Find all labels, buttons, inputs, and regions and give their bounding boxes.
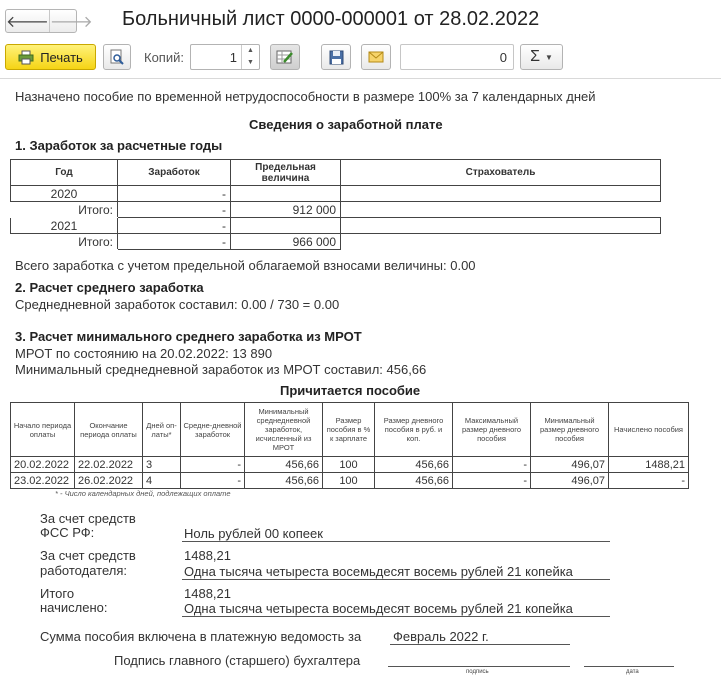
- date-caption: дата: [626, 669, 639, 675]
- end-cell: 26.02.2022: [75, 473, 143, 489]
- sigma-icon: Σ: [530, 48, 540, 65]
- total-earnings-text: Всего заработка с учетом предельной облагаемой взносами величины: 0.00: [15, 258, 476, 273]
- col-insurer: Страхователь: [341, 160, 661, 186]
- col-min-daily: Минимальный размер дневного пособия: [531, 403, 609, 457]
- earnings-cell: -: [118, 186, 231, 202]
- chevron-down-icon: ▼: [544, 52, 553, 62]
- insurer-cell: [341, 202, 661, 218]
- print-label: Печать: [40, 49, 83, 65]
- max-daily-cell: -: [453, 457, 531, 473]
- accrued-cell: 1488,21: [609, 457, 689, 473]
- percent-cell: 100: [323, 473, 375, 489]
- col-earnings: Заработок: [118, 160, 231, 186]
- col-avg-daily: Средне-дневной заработок: [181, 403, 245, 457]
- section-3-line-2: Минимальный среднедневной заработок из МРОТ составил: 456,66: [15, 362, 427, 377]
- section-2-text: Среднедневной заработок составил: 0.00 / 730 = 0.00: [15, 297, 340, 312]
- total-label-1: Итого: [40, 586, 75, 601]
- chevron-down-icon[interactable]: ▼: [247, 59, 254, 66]
- accrued-cell: -: [609, 473, 689, 489]
- limit-cell: 912 000: [231, 202, 341, 218]
- arrow-left-icon: 🡐: [6, 13, 49, 31]
- percent-cell: 100: [323, 457, 375, 473]
- nav-group: [5, 9, 93, 33]
- employer-label-1: За счет средств: [40, 548, 136, 563]
- col-accrued: Начислено пособия: [609, 403, 689, 457]
- min-daily-cell: 496,07: [531, 457, 609, 473]
- save-button[interactable]: [321, 44, 351, 70]
- copies-stepper[interactable]: [241, 45, 259, 69]
- year-cell: 2020: [11, 186, 118, 202]
- col-year: Год: [11, 160, 118, 186]
- employer-label-2: работодателя:: [40, 563, 127, 578]
- employer-amount-words: Одна тысяча четыреста восемьдесят восемь рублей 21 копейка: [184, 564, 573, 579]
- date-line: [584, 666, 674, 667]
- col-days: Дней оп-латы*: [143, 403, 181, 457]
- fss-underline: [182, 541, 610, 542]
- mail-icon: [368, 51, 384, 63]
- payroll-underline: [390, 644, 570, 645]
- print-button[interactable]: [5, 44, 96, 70]
- table-row: [11, 234, 661, 250]
- signature-line: [388, 666, 570, 667]
- spreadsheet-document: [0, 78, 721, 690]
- max-daily-cell: -: [453, 473, 531, 489]
- days-cell: 4: [143, 473, 181, 489]
- back-button[interactable]: [6, 10, 49, 32]
- fss-label-1: За счет средств: [40, 511, 136, 526]
- total-amount-words: Одна тысяча четыреста восемьдесят восемь рублей 21 копейка: [184, 601, 573, 616]
- avg-daily-cell: -: [181, 457, 245, 473]
- total-label-cell: Итого:: [11, 234, 118, 250]
- sum-mode-button[interactable]: [520, 44, 563, 70]
- table-row: [11, 457, 689, 473]
- total-amount: 1488,21: [184, 586, 231, 601]
- save-icon: [329, 50, 344, 65]
- days-cell: 3: [143, 457, 181, 473]
- benefit-footnote: * - Число календарных дней, подлежащих оплате: [55, 489, 231, 498]
- employer-amount: 1488,21: [184, 548, 231, 563]
- table-row: [11, 202, 661, 218]
- col-period-end: Окончание периода оплаты: [75, 403, 143, 457]
- table-row: [11, 186, 661, 202]
- min-avg-cell: 456,66: [245, 473, 323, 489]
- earnings-cell: -: [118, 234, 231, 250]
- preview-icon: [109, 49, 125, 65]
- end-cell: 22.02.2022: [75, 457, 143, 473]
- min-daily-cell: 496,07: [531, 473, 609, 489]
- edit-icon: [276, 49, 294, 65]
- arrow-right-icon: 🡒: [49, 13, 93, 31]
- intro-text: Назначено пособие по временной нетрудоспособности в размере 100% за 7 календарных дней: [15, 89, 596, 104]
- start-cell: 20.02.2022: [11, 457, 75, 473]
- section-title: Сведения о заработной плате: [249, 117, 443, 132]
- chevron-up-icon[interactable]: ▲: [247, 47, 254, 54]
- toolbar: [0, 42, 721, 74]
- section-2-title: 2. Расчет среднего заработка: [15, 280, 204, 295]
- avg-daily-cell: -: [181, 473, 245, 489]
- copies-value: 1: [229, 50, 237, 65]
- insurer-cell: [341, 186, 661, 202]
- insurer-cell: [341, 234, 661, 250]
- edit-button[interactable]: [270, 44, 300, 70]
- payroll-text: Сумма пособия включена в платежную ведомость за: [40, 629, 362, 644]
- total-label-2: начислено:: [40, 600, 108, 615]
- col-max-daily: Максимальный размер дневного пособия: [453, 403, 531, 457]
- total-label-cell: Итого:: [11, 202, 118, 218]
- sum-value: 0: [499, 50, 507, 65]
- forward-button[interactable]: [49, 10, 93, 32]
- year-cell: 2021: [11, 218, 118, 234]
- min-avg-cell: 456,66: [245, 457, 323, 473]
- benefit-title: Причитается пособие: [280, 383, 421, 398]
- daily-benefit-cell: 456,66: [375, 473, 453, 489]
- table-row: [11, 473, 689, 489]
- limit-cell: 966 000: [231, 234, 341, 250]
- payroll-period: Февраль 2022 г.: [393, 629, 489, 644]
- insurer-cell: [341, 218, 661, 234]
- signature-label: Подпись главного (старшего) бухгалтера: [114, 653, 361, 668]
- col-min-avg-daily: Минимальный среднедневной заработок, исчисленный из МРОТ: [245, 403, 323, 457]
- title-bar: [0, 0, 721, 42]
- fss-amount-words: Ноль рублей 00 копеек: [184, 526, 323, 541]
- start-cell: 23.02.2022: [11, 473, 75, 489]
- benefit-table: [10, 402, 689, 489]
- section-3-line-1: МРОТ по состоянию на 20.02.2022: 13 890: [15, 346, 273, 361]
- copies-label: Копий:: [144, 50, 184, 65]
- col-limit: Предельная величина: [231, 160, 341, 186]
- fss-label-2: ФСС РФ:: [40, 525, 95, 540]
- signature-caption: подпись: [466, 669, 489, 675]
- col-period-start: Начало периода оплаты: [11, 403, 75, 457]
- preview-button[interactable]: [103, 44, 131, 70]
- earnings-table: [10, 159, 661, 250]
- col-percent: Размер пособия в % к зарплате: [323, 403, 375, 457]
- window-title: Больничный лист 0000-000001 от 28.02.2022: [122, 8, 540, 30]
- limit-cell: [231, 186, 341, 202]
- section-3-title: 3. Расчет минимального среднего заработка из МРОТ: [15, 329, 362, 344]
- earnings-cell: -: [118, 202, 231, 218]
- limit-cell: [231, 218, 341, 234]
- earnings-cell: -: [118, 218, 231, 234]
- total-underline: [182, 616, 610, 617]
- mail-button[interactable]: [361, 44, 391, 70]
- daily-benefit-cell: 456,66: [375, 457, 453, 473]
- section-1-title: 1. Заработок за расчетные годы: [15, 138, 223, 153]
- sum-field[interactable]: [400, 44, 514, 70]
- table-row: [11, 218, 661, 234]
- employer-underline: [182, 579, 610, 580]
- print-icon: [18, 50, 34, 65]
- copies-input[interactable]: [190, 44, 260, 70]
- col-daily-benefit: Размер дневного пособия в руб. и коп.: [375, 403, 453, 457]
